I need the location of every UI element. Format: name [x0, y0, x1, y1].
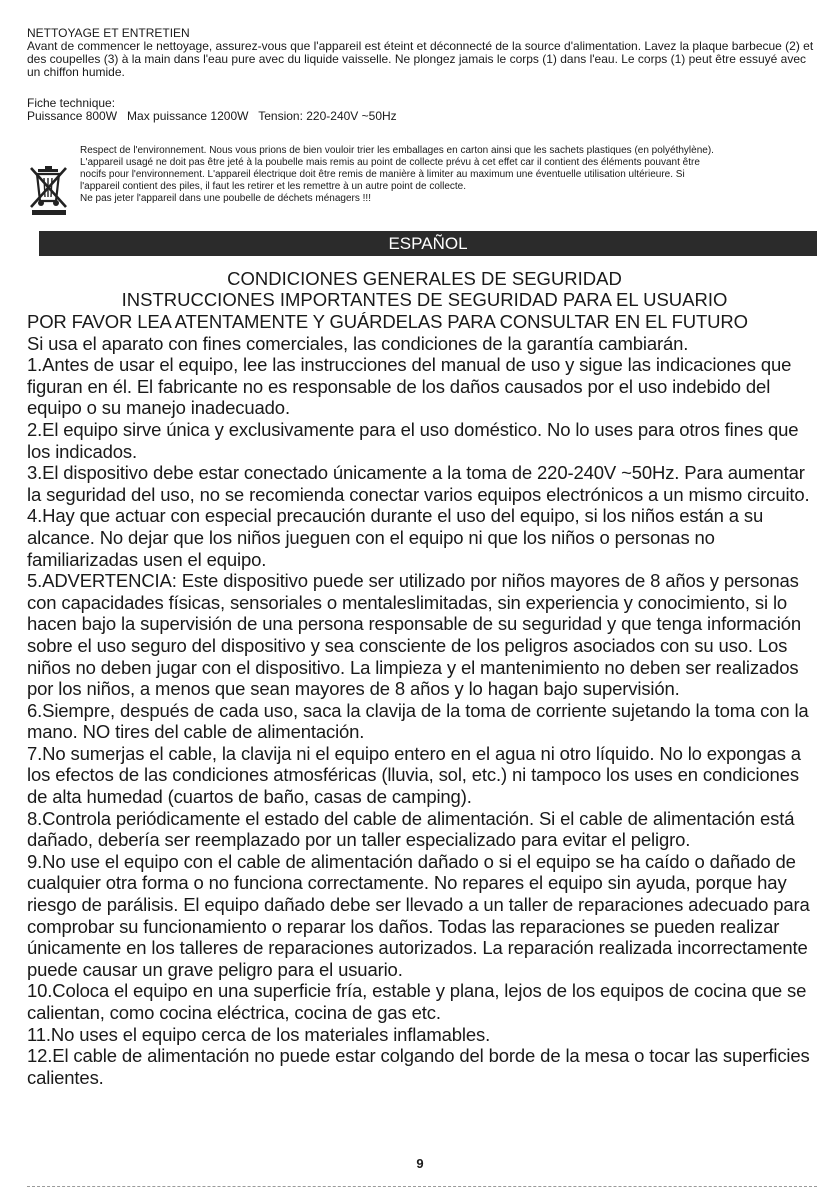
- crossed-out-wheelie-bin-icon: [28, 165, 70, 215]
- safety-item: 5.ADVERTENCIA: Este dispositivo puede ser utilizado por niños mayores de 8 años y personas con capacidades físicas, sensoriales o mentaleslimitadas, sin experiencia y conocimiento, si lo hacen bajo la supervisión de una persona responsable de su seguridad y que tenga información sobre el uso seguro del dispositivo y sea consciente de los peligros asociados con su uso. Los niños no deben jugar con el dispositivo. La limpieza y el mantenimiento no deben ser realizados por los niños, a menos que sean mayores de 8 años y lo hagan bajo supervisión.: [27, 570, 802, 700]
- weee-line: Respect de l'environnement. Nous vous prions de bien vouloir trier les emballages en carton ainsi que les sachets plastiques (en polyéthylène).: [80, 145, 714, 156]
- safety-item: 8.Controla periódicamente el estado del cable de alimentación. Si el cable de alimentación está dañado, debería ser reemplazado por un taller especializado para evitar el peligro.: [27, 807, 795, 851]
- safety-item: 11.No uses el equipo cerca de los materiales inflamables.: [27, 1023, 491, 1045]
- safety-item: 3.El dispositivo debe estar conectado únicamente a la toma de 220-240V ~50Hz. Para aumentar la seguridad del uso, no se recomienda conectar varios equipos electrónicos a un mismo circuito.: [27, 462, 810, 505]
- environment-text: [80, 145, 830, 205]
- spanish-safety-section: [27, 268, 822, 1088]
- language-header-bar: ESPAÑOL: [39, 231, 817, 256]
- cleaning-text: Avant de commencer le nettoyage, assurez-vous que l'appareil est éteint et déconnecté de la source d'alimentation. Lavez la plaque barbecue (2) et des coupelles (3) à la main dans l'eau pure avec du liquide vaisselle. Ne plongez jamais le corps (1) dans l'eau. Le corps (1) peut être essuyé avec un chiffon humide.: [27, 39, 814, 79]
- safety-item: 1.Antes de usar el equipo, lee las instrucciones del manual de uso y sigue las indicaciones que figuran en él. El fabricante no es responsable de los daños causados por el uso indebido del equipo o su manejo inadecuado.: [27, 354, 792, 419]
- safety-subheading: INSTRUCCIONES IMPORTANTES DE SEGURIDAD PARA EL USUARIO: [121, 289, 728, 310]
- weee-line: Ne pas jeter l'appareil dans une poubelle de déchets ménagers !!!: [80, 193, 371, 204]
- commercial-use-note: Si usa el aparato con fines comerciales, las condiciones de la garantía cambiarán.: [27, 332, 689, 354]
- cleaning-section-french: [27, 27, 817, 79]
- weee-line: L'appareil usagé ne doit pas être jeté à la poubelle mais remis au point de collecte prévu à cet effet car il contient des éléments pouvant être: [80, 157, 700, 168]
- technical-spec: [27, 97, 817, 123]
- safety-item: 12.El cable de alimentación no puede estar colgando del borde de la mesa o tocar las superficies calientes.: [27, 1045, 810, 1088]
- spec-label: Fiche technique:: [27, 96, 116, 110]
- cleaning-title: NETTOYAGE ET ENTRETIEN: [27, 26, 190, 40]
- safety-body: [27, 311, 822, 1088]
- safety-item: 2.El equipo sirve única y exclusivamente para el uso doméstico. No lo uses para otros fines que los indicados.: [27, 418, 799, 462]
- safety-item: 7.No sumerjas el cable, la clavija ni el equipo entero en el agua ni otro líquido. No lo expongas a los efectos de las condiciones atmosféricas (lluvia, sol, etc.) ni tampoco los uses en condiciones de alta humedad (cuartos de baño, casas de camping).: [27, 742, 801, 808]
- spec-values: Puissance 800W Max puissance 1200W Tension: 220-240V ~50Hz: [27, 109, 397, 123]
- safety-item: 4.Hay que actuar con especial precaución durante el uso del equipo, si los niños están a su alcance. No dejar que los niños jueguen con el equipo ni que los niños o personas no familiarizadas usen el equipo.: [27, 505, 764, 570]
- weee-line: l'appareil contient des piles, il faut les retirer et les remettre à un autre point de collecte.: [80, 181, 467, 192]
- safety-heading: CONDICIONES GENERALES DE SEGURIDAD: [227, 268, 622, 289]
- weee-line: nocifs pour l'environnement. L'appareil électrique doit être remis de manière à limiter au maximum une éventuelle utilisation ultérieure. Si: [80, 169, 685, 180]
- safety-item: 9.No use el equipo con el cable de alimentación dañado o si el equipo se ha caído o dañado de cualquier otra forma o no funciona correctamente. No repares el equipo sin ayuda, porque hay riesgo de parálisis. El equipo dañado debe ser llevado a un taller de reparaciones adecuado para comprobar su funcionamiento o reparar los daños. Todas las reparaciones se pueden realizar únicamente en los talleres de reparaciones autorizados. La reparación realizada incorrectamente puede causar un grave peligro para el usuario.: [27, 850, 810, 980]
- read-carefully-line: POR FAVOR LEA ATENTAMENTE Y GUÁRDELAS PARA CONSULTAR EN EL FUTURO: [27, 311, 748, 332]
- page-bottom-rule: [27, 1186, 817, 1187]
- environment-notice: [28, 145, 818, 225]
- safety-item: 10.Coloca el equipo en una superficie fría, estable y plana, lejos de los equipos de cocina que se calientan, como cocina eléctrica, cocina de gas etc.: [27, 980, 807, 1023]
- safety-item: 6.Siempre, después de cada uso, saca la clavija de la toma de corriente sujetando la toma con la mano. NO tires del cable de alimentación.: [27, 699, 809, 743]
- page-number: 9: [416, 1156, 424, 1171]
